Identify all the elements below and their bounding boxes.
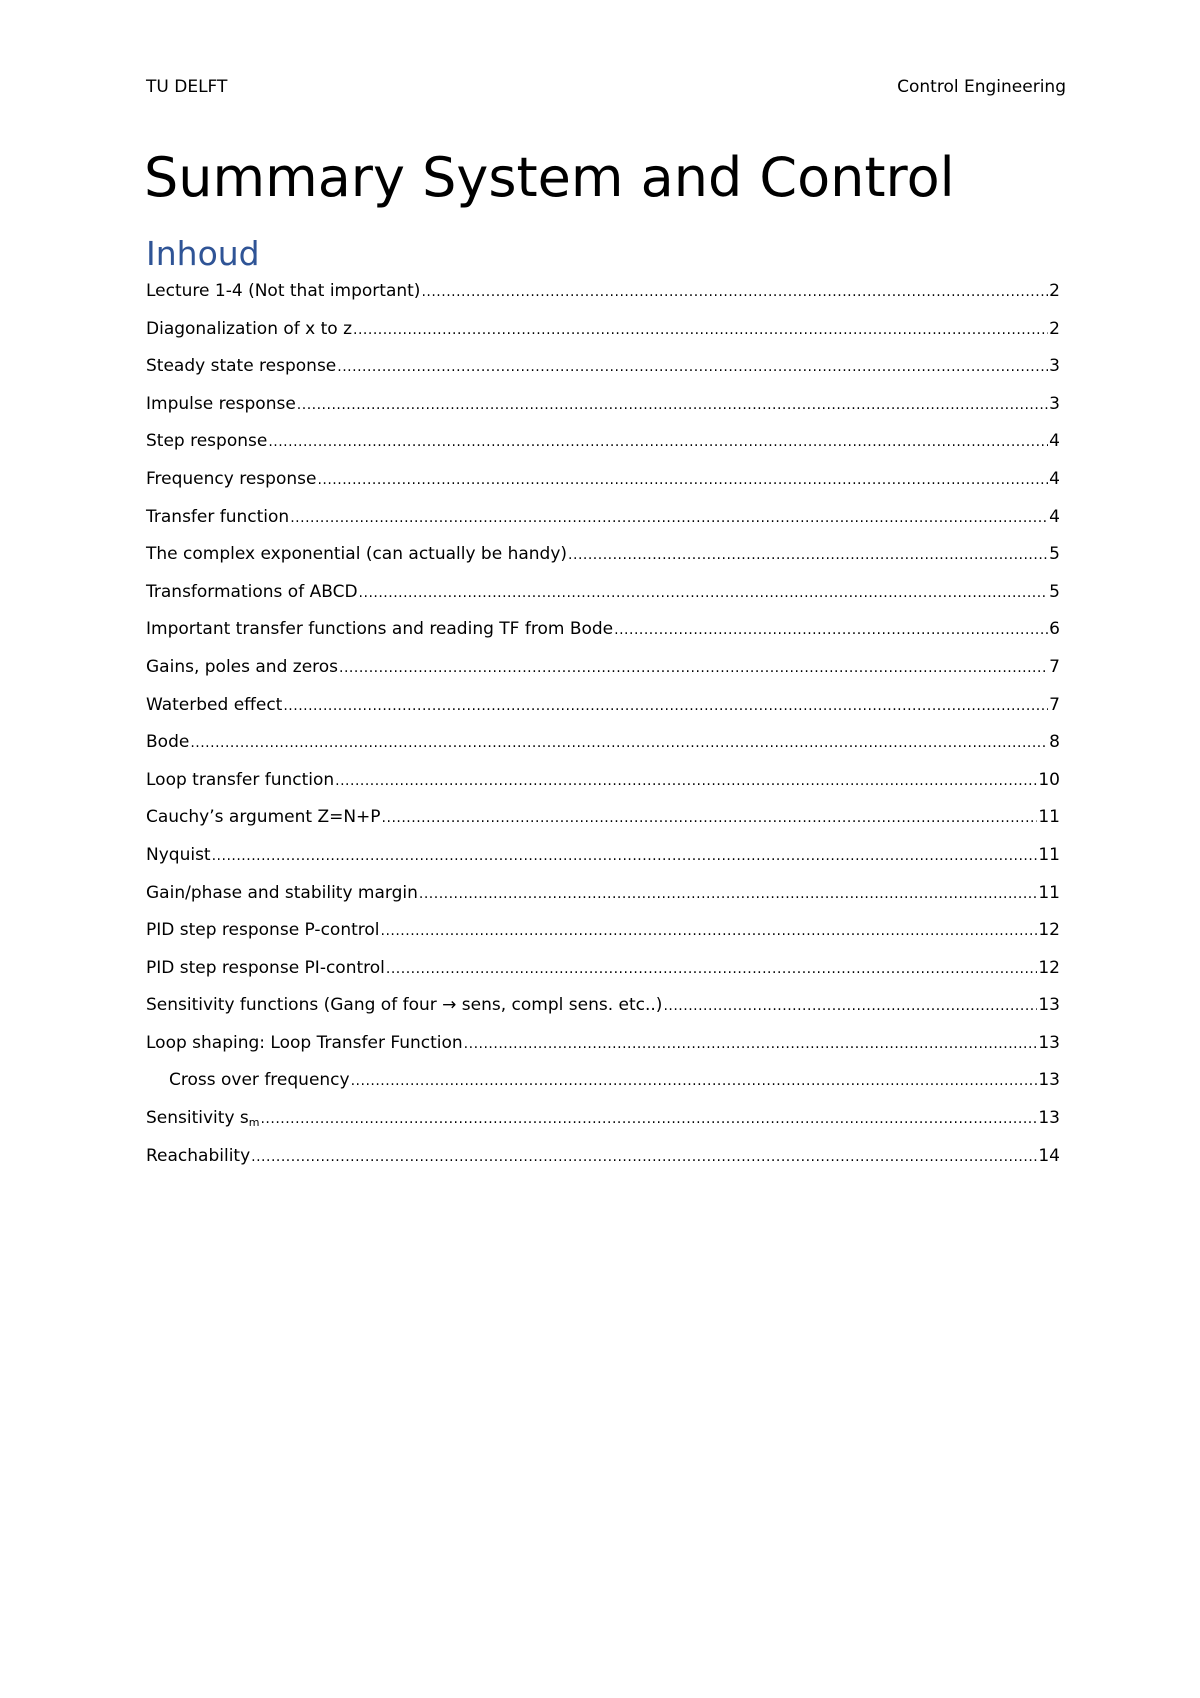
toc-page-number: 6 [1049, 619, 1060, 640]
header-left-text: TU DELFT [146, 77, 228, 97]
toc-entry-label: The complex exponential (can actually be handy) [146, 544, 568, 565]
toc-entry-gain-phase-margin[interactable] [146, 878, 1060, 916]
toc-page-number: 13 [1038, 1070, 1060, 1091]
toc-page-number: 13 [1038, 1108, 1060, 1129]
toc-page-number: 11 [1038, 844, 1060, 865]
toc-dot-leader [421, 276, 1048, 307]
toc-entry-transformations-abcd[interactable] [146, 577, 1060, 615]
toc-entry-subscript: m [248, 1116, 260, 1130]
toc-entry-sensitivity-functions[interactable] [146, 990, 1060, 1028]
toc-page-number: 4 [1049, 431, 1060, 452]
toc-dot-leader [290, 502, 1048, 533]
toc-entry-label: Reachability [146, 1145, 251, 1166]
toc-entry-label: Gains, poles and zeros [146, 656, 339, 677]
toc-entry-diagonalization[interactable] [146, 314, 1060, 352]
toc-entry-complex-exponential[interactable] [146, 539, 1060, 577]
toc-page-number: 2 [1049, 318, 1060, 339]
toc-entry-loop-shaping[interactable] [146, 1028, 1060, 1066]
toc-dot-leader [386, 953, 1037, 984]
toc-entry-nyquist[interactable] [146, 840, 1060, 878]
toc-page-number: 8 [1049, 732, 1060, 753]
toc-page-number: 4 [1049, 468, 1060, 489]
toc-dot-leader [337, 351, 1048, 382]
toc-entry-label: Frequency response [146, 468, 317, 489]
toc-dot-leader [260, 1103, 1037, 1134]
toc-dot-leader [663, 990, 1037, 1021]
document-title: Summary System and Control [144, 146, 955, 209]
toc-dot-leader [359, 577, 1049, 608]
toc-entry-lecture-1-4[interactable] [146, 276, 1060, 314]
toc-entry-label-text: Sensitivity s [146, 1108, 249, 1129]
toc-dot-leader [419, 878, 1037, 909]
toc-dot-leader [339, 652, 1048, 683]
toc-entry-steady-state-response[interactable] [146, 351, 1060, 389]
toc-dot-leader [614, 614, 1048, 645]
toc-entry-pid-p-control[interactable] [146, 915, 1060, 953]
toc-entry-label: Cauchy’s argument Z=N+P [146, 807, 381, 828]
toc-entry-label: Step response [146, 431, 268, 452]
toc-dot-leader [317, 464, 1048, 495]
page-header [146, 75, 1066, 99]
toc-entry-cauchys-argument[interactable] [146, 802, 1060, 840]
toc-dot-leader [297, 389, 1048, 420]
toc-entry-label: Gain/phase and stability margin [146, 882, 418, 903]
toc-entry-gains-poles-zeros[interactable] [146, 652, 1060, 690]
toc-entry-label: Transformations of ABCD [146, 581, 358, 602]
toc-entry-label: PID step response P-control [146, 920, 380, 941]
toc-entry-label: Important transfer functions and reading TF from Bode [146, 619, 614, 640]
toc-entry-transfer-function[interactable] [146, 502, 1060, 540]
toc-entry-label: PID step response PI-control [146, 957, 385, 978]
toc-entry-reachability[interactable] [146, 1141, 1060, 1179]
table-of-contents [146, 276, 1060, 1178]
toc-page-number: 13 [1038, 995, 1060, 1016]
toc-dot-leader [268, 426, 1048, 457]
toc-page-number: 5 [1049, 581, 1060, 602]
toc-heading: Inhoud [146, 234, 260, 273]
toc-entry-label: Nyquist [146, 844, 211, 865]
toc-page-number: 2 [1049, 281, 1060, 301]
toc-page-number: 13 [1038, 1032, 1060, 1053]
toc-dot-leader [283, 690, 1048, 721]
toc-page-number: 10 [1038, 769, 1060, 790]
toc-entry-impulse-response[interactable] [146, 389, 1060, 427]
toc-dot-leader [212, 840, 1038, 871]
toc-entry-label: Waterbed effect [146, 694, 283, 715]
toc-dot-leader [382, 802, 1038, 833]
toc-entry-frequency-response[interactable] [146, 464, 1060, 502]
toc-dot-leader [464, 1028, 1038, 1059]
toc-entry-cross-over-frequency[interactable] [146, 1065, 1060, 1103]
toc-entry-sensitivity-sm[interactable] [146, 1103, 1060, 1141]
toc-entry-label: Impulse response [146, 393, 296, 414]
toc-entry-label: Cross over frequency [169, 1070, 350, 1091]
toc-entry-label: Sensitivity functions (Gang of four → sens, compl sens. etc..) [146, 995, 663, 1016]
toc-entry-waterbed-effect[interactable] [146, 690, 1060, 728]
toc-entry-step-response[interactable] [146, 426, 1060, 464]
toc-entry-label: Loop transfer function [146, 769, 335, 790]
toc-page-number: 3 [1049, 356, 1060, 377]
toc-dot-leader [251, 1141, 1037, 1172]
toc-entry-loop-transfer-function[interactable] [146, 765, 1060, 803]
toc-dot-leader [351, 1065, 1038, 1096]
toc-dot-leader [190, 727, 1048, 758]
toc-dot-leader [568, 539, 1048, 570]
toc-entry-pid-pi-control[interactable] [146, 953, 1060, 991]
toc-page-number: 12 [1038, 920, 1060, 941]
toc-page-number: 14 [1038, 1145, 1060, 1166]
toc-dot-leader [353, 314, 1048, 345]
toc-page-number: 5 [1049, 544, 1060, 565]
toc-entry-label: Loop shaping: Loop Transfer Function [146, 1032, 463, 1053]
toc-dot-leader [335, 765, 1037, 796]
toc-page-number: 3 [1049, 393, 1060, 414]
toc-entry-label: Steady state response [146, 356, 337, 377]
toc-page-number: 7 [1049, 694, 1060, 715]
toc-entry-label: Bode [146, 732, 190, 753]
toc-page-number: 11 [1038, 807, 1060, 828]
toc-entry-important-transfer-functions[interactable] [146, 614, 1060, 652]
toc-page-number: 7 [1049, 656, 1060, 677]
toc-entry-bode[interactable] [146, 727, 1060, 765]
toc-page-number: 11 [1038, 882, 1060, 903]
header-right-text: Control Engineering [897, 77, 1066, 97]
toc-dot-leader [381, 915, 1038, 946]
toc-entry-label [146, 1103, 259, 1138]
toc-entry-label: Diagonalization of x to z [146, 318, 353, 339]
toc-entry-label: Transfer function [146, 506, 290, 527]
toc-page-number: 12 [1038, 957, 1060, 978]
toc-entry-label: Lecture 1-4 (Not that important) [146, 281, 421, 301]
toc-page-number: 4 [1049, 506, 1060, 527]
